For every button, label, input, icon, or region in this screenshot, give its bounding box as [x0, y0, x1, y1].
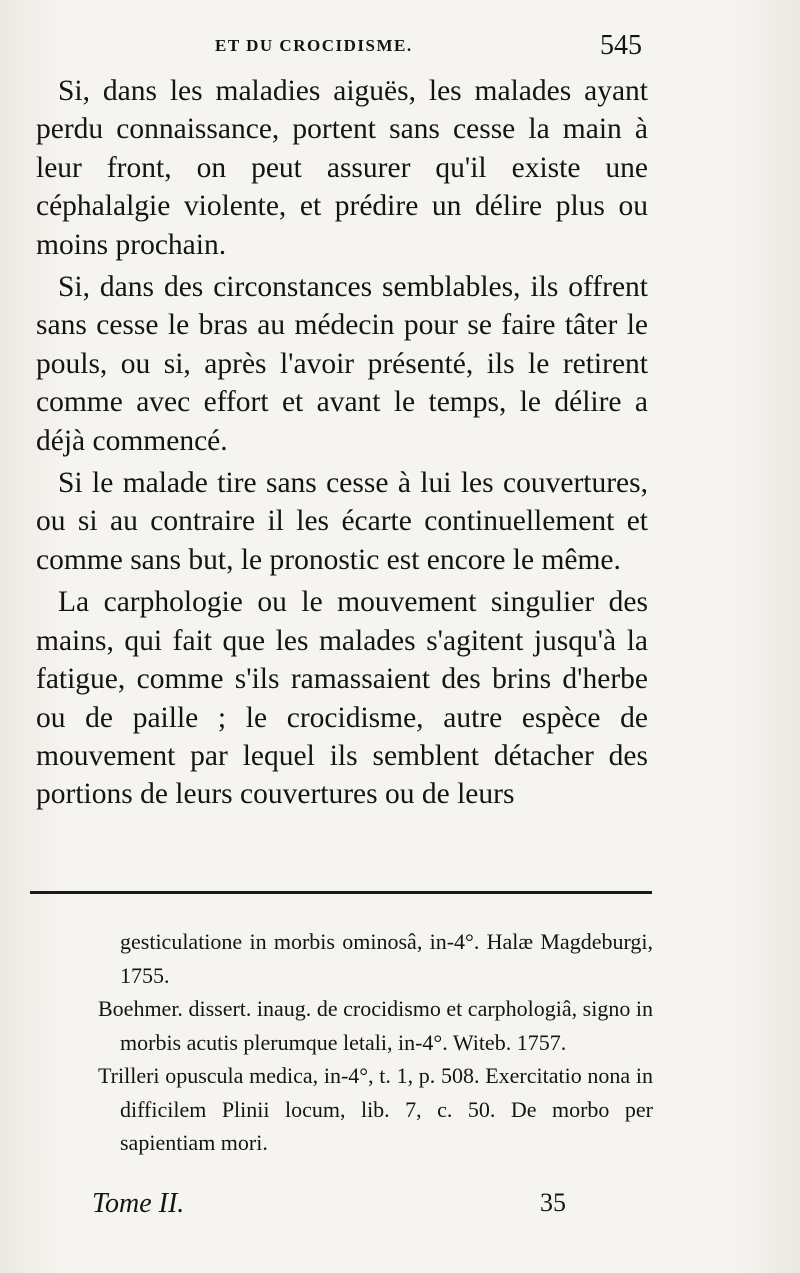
page-number: 545	[600, 30, 642, 61]
footnote: Boehmer. dissert. inaug. de crocidismo et carphologiâ, signo in morbis acutis plerumque letali, in-4°. Witeb. 1757.	[98, 996, 653, 1055]
signature-line	[0, 1188, 800, 1228]
paragraph: Si, dans des circonstances semblables, ils offrent sans cesse le bras au médecin pour se faire tâter le pouls, ou si, après l'avoir présenté, ils le retirent comme avec effort et avant le temps, le délire a déjà commencé.	[36, 271, 648, 457]
footnotes	[98, 925, 653, 1160]
gathering-number: 35	[540, 1188, 566, 1217]
footnote: gesticulatione in morbis ominosâ, in-4°. Halæ Magdeburgi, 1755.	[120, 929, 653, 988]
running-head	[0, 30, 800, 70]
volume-signature: Tome II.	[92, 1188, 185, 1219]
paragraph: La carphologie ou le mouvement singulier des mains, qui fait que les malades s'agitent jusqu'à la fatigue, comme s'ils ramassaient des brins d'herbe ou de paille ; le crocidisme, autre espèce de mouvement par lequel ils semblent détacher des portions de leurs couvertures ou de leurs	[36, 586, 648, 811]
footnote: Trilleri opuscula medica, in-4°, t. 1, p. 508. Exercitatio nona in difficilem Plinii locum, lib. 7, c. 50. De morbo per sapientiam mori.	[98, 1063, 653, 1155]
paragraph: Si, dans les maladies aiguës, les malades ayant perdu connaissance, portent sans cesse la main à leur front, on peut assurer qu'il existe une céphalalgie violente, et prédire un délire plus ou moins prochain.	[36, 75, 648, 261]
main-text	[36, 72, 648, 818]
paragraph: Si le malade tire sans cesse à lui les couvertures, ou si au contraire il les écarte continuellement et comme sans but, le pronostic est encore le même.	[36, 467, 648, 576]
running-head-title: ET DU CROCIDISME.	[215, 36, 413, 55]
footnote-rule	[30, 891, 652, 894]
